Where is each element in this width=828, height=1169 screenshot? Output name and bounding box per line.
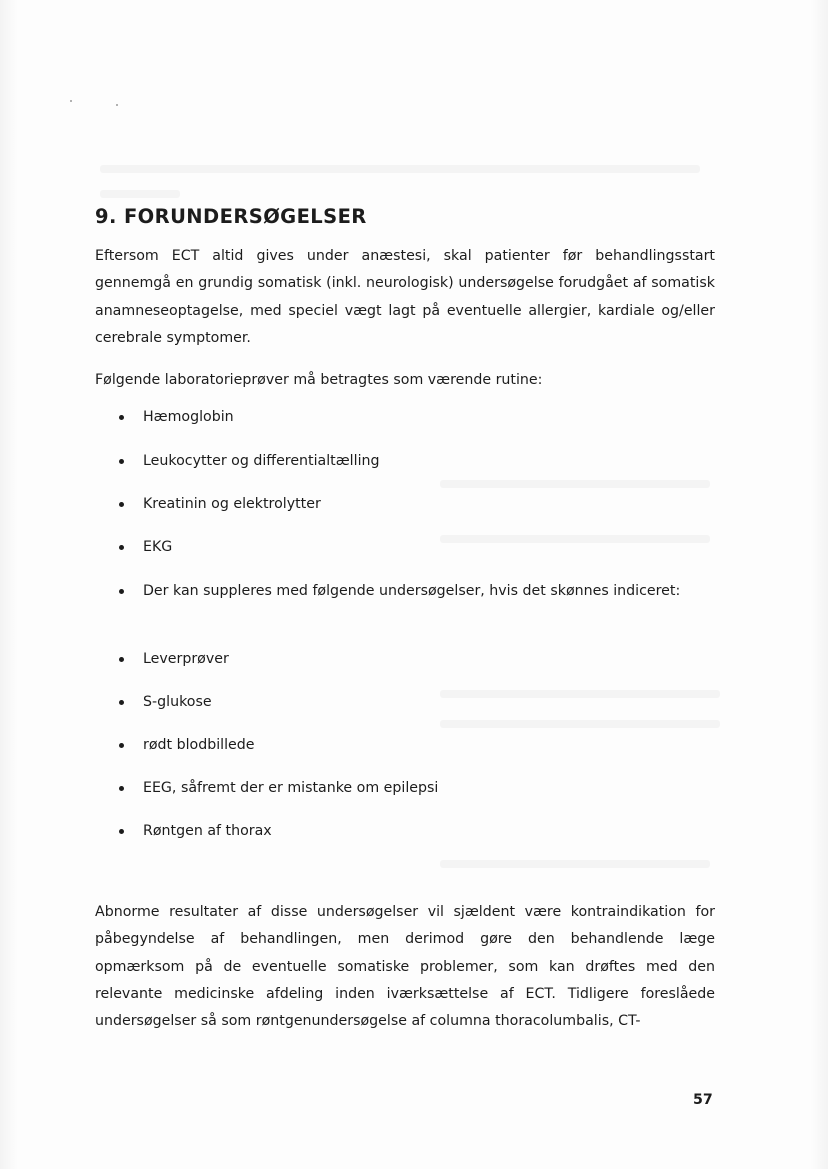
bullet-icon — [119, 415, 124, 420]
list-item — [119, 404, 719, 431]
list-item — [119, 448, 719, 475]
scan-speck — [116, 104, 118, 106]
bullet-icon — [119, 700, 124, 705]
list-item — [119, 689, 719, 716]
list-item — [119, 578, 719, 605]
list-item-text: Røntgen af thorax — [143, 823, 272, 839]
scan-speck — [70, 100, 72, 102]
list-item-text: Hæmoglobin — [143, 409, 234, 425]
list-item-text: Kreatinin og elektrolytter — [143, 496, 321, 512]
bullet-icon — [119, 743, 124, 748]
list-item — [119, 491, 719, 518]
bullet-icon — [119, 545, 124, 550]
scan-shadow-right — [810, 0, 828, 1169]
bullet-icon — [119, 589, 124, 594]
bleed-through — [440, 860, 710, 868]
page-number: 57 — [693, 1092, 713, 1108]
closing-paragraph: Abnorme resultater af disse undersøgelser vil sjældent være kontraindikation for påbegyndelse af behandlingen, men derimod gøre den behandlende læge opmærksom på de eventuelle somatiske problemer, som kan drøftes med den relevante medicinske afdeling inden iværksættelse af ECT. Tidligere foreslåede undersøgelser så som røntgenundersøgelse af columna thoracolumbalis, CT- — [95, 904, 715, 1030]
bleed-through — [100, 165, 700, 173]
bullet-icon — [119, 459, 124, 464]
scan-shadow-left — [0, 0, 18, 1169]
list-item-text: Der kan suppleres med følgende undersøgelser, hvis det skønnes indiceret: — [143, 583, 681, 599]
list-item-text: EKG — [143, 539, 173, 555]
bullet-icon — [119, 829, 124, 834]
bullet-icon — [119, 502, 124, 507]
list-item — [119, 732, 719, 759]
lab-tests-lead: Følgende laboratorieprøver må betragtes som værende rutine: — [95, 372, 543, 388]
intro-paragraph: Eftersom ECT altid gives under anæstesi, skal patienter før behandlingsstart gennemgå en grundig somatisk (inkl. neurologisk) undersøgelse forudgået af somatisk anamneseoptagelse, med speciel vægt lagt på eventuelle allergier, kardiale og/eller cerebrale symptomer. — [95, 248, 715, 346]
list-item — [119, 534, 719, 561]
bleed-through — [440, 720, 720, 728]
bullet-icon — [119, 657, 124, 662]
list-item-text: S-glukose — [143, 694, 212, 710]
list-item-text: rødt blodbillede — [143, 737, 255, 753]
list-item — [119, 775, 719, 802]
section-heading: 9. FORUNDERSØGELSER — [95, 205, 367, 228]
list-item-text: EEG, såfremt der er mistanke om epilepsi — [143, 780, 439, 796]
list-item — [119, 646, 719, 673]
list-item-text: Leukocytter og differentialtælling — [143, 453, 380, 469]
bleed-through — [100, 190, 180, 198]
bleed-through — [440, 480, 710, 488]
list-item-text: Leverprøver — [143, 651, 229, 667]
list-item — [119, 818, 719, 845]
bullet-icon — [119, 786, 124, 791]
